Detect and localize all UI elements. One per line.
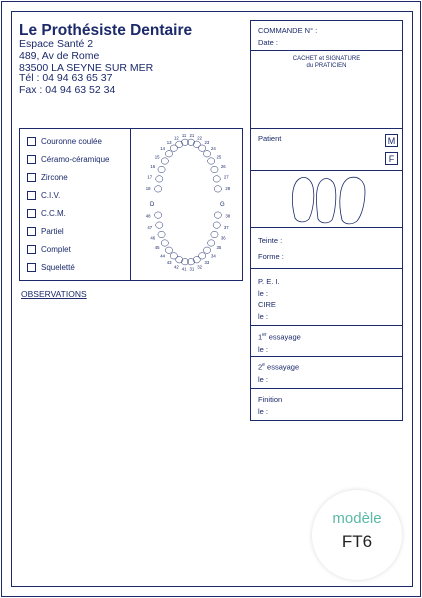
option-label: Couronne coulée	[41, 137, 102, 146]
tooth-number: 35	[216, 245, 222, 251]
checkbox[interactable]	[27, 191, 36, 200]
tooth-number: 15	[154, 154, 160, 160]
tooth-15[interactable]	[161, 158, 168, 164]
forme-label[interactable]: Forme :	[258, 252, 284, 261]
tooth-number: 46	[150, 235, 156, 241]
tooth-16[interactable]	[158, 166, 165, 172]
tooth-number: 12	[173, 135, 179, 141]
tooth-number: 43	[166, 259, 172, 265]
tooth-45[interactable]	[161, 240, 168, 246]
option-4[interactable]	[27, 209, 66, 218]
tooth-number: 44	[160, 253, 166, 259]
tooth-17[interactable]	[156, 176, 163, 182]
checkbox[interactable]	[27, 155, 36, 164]
divider	[250, 268, 403, 269]
tooth-number: 34	[210, 253, 216, 259]
essayage2-date-label[interactable]: le :	[258, 375, 269, 384]
divider	[250, 170, 403, 171]
tooth-46[interactable]	[158, 231, 165, 237]
tooth-37[interactable]	[213, 222, 220, 228]
tooth-number: 38	[225, 213, 231, 219]
tooth-36[interactable]	[211, 231, 218, 237]
lab-fax: Fax : 04 94 63 52 34	[19, 84, 116, 96]
essayage1-label[interactable]: 1er essayage	[258, 332, 301, 342]
finition-date-label[interactable]: le :	[258, 407, 269, 416]
option-label: C.I.V.	[41, 191, 61, 200]
option-label: C.C.M.	[41, 209, 66, 218]
date-label[interactable]: Date :	[258, 38, 279, 47]
option-label: Céramo-céramique	[41, 155, 110, 164]
divider	[250, 128, 403, 129]
tooth-number: 36	[220, 235, 226, 241]
finition-label[interactable]: Finition	[258, 395, 283, 404]
checkbox[interactable]	[27, 209, 36, 218]
tooth-number: 23	[204, 139, 210, 145]
tooth-28[interactable]	[214, 186, 221, 192]
model-badge	[312, 490, 402, 580]
tooth-43[interactable]	[170, 253, 177, 259]
female-checkbox[interactable]: F	[385, 152, 398, 165]
tooth-48[interactable]	[155, 212, 162, 218]
lab-name: Le Prothésiste Dentaire	[19, 22, 193, 39]
tooth-35[interactable]	[208, 240, 215, 246]
tooth-number: 25	[216, 154, 222, 160]
tooth-number: 33	[204, 259, 210, 265]
divider	[130, 128, 131, 281]
tooth-18[interactable]	[155, 186, 162, 192]
divider	[250, 388, 403, 389]
tooth-number: 48	[145, 213, 151, 219]
essayage1-date-label[interactable]: le :	[258, 345, 269, 354]
side-right-label: D	[150, 202, 155, 208]
checkbox[interactable]	[27, 137, 36, 146]
tooth-44[interactable]	[165, 247, 172, 253]
tooth-number: 14	[160, 146, 166, 152]
option-label: Zircone	[41, 173, 68, 182]
option-3[interactable]	[27, 191, 60, 200]
tooth-number: 45	[154, 245, 160, 251]
tooth-number: 16	[150, 163, 156, 169]
divider	[250, 227, 403, 228]
tooth-number: 21	[189, 133, 195, 139]
option-label: Squeletté	[41, 263, 75, 272]
tooth-number: 41	[181, 266, 187, 272]
lab-tel: Tél : 04 94 63 65 37	[19, 72, 113, 84]
tooth-number: 32	[197, 264, 203, 270]
option-6[interactable]	[27, 245, 71, 254]
option-1[interactable]	[27, 155, 109, 164]
divider	[250, 50, 403, 51]
option-2[interactable]	[27, 173, 68, 182]
tooth-33[interactable]	[199, 253, 206, 259]
badge-model-code: FT6	[341, 532, 373, 551]
tooth-number: 26	[220, 163, 226, 169]
lab-address-line2: 489, Av de Rome	[19, 50, 100, 62]
cachet-label: CACHET et SIGNATURE	[292, 56, 361, 62]
badge-model-word: modèle	[332, 510, 382, 527]
tooth-number: 13	[166, 139, 172, 145]
essayage2-label[interactable]: 2e essayage	[258, 362, 300, 372]
tooth-23[interactable]	[199, 145, 206, 151]
lab-address-line3: 83500 LA SEYNE SUR MER	[19, 62, 154, 74]
tooth-14[interactable]	[165, 151, 172, 157]
teinte-label[interactable]: Teinte :	[258, 236, 283, 245]
patient-label[interactable]: Patient	[258, 134, 282, 143]
divider	[250, 325, 403, 326]
option-5[interactable]	[27, 227, 64, 236]
tooth-number: 27	[223, 174, 229, 180]
tooth-number: 11	[181, 133, 187, 139]
tooth-26[interactable]	[211, 166, 218, 172]
option-label: Complet	[41, 245, 71, 254]
option-0[interactable]	[27, 137, 102, 146]
checkbox[interactable]	[27, 263, 36, 272]
commande-label[interactable]: COMMANDE N° :	[258, 26, 318, 35]
tooth-38[interactable]	[214, 212, 221, 218]
observations-link[interactable]: OBSERVATIONS	[21, 289, 87, 299]
cire-date-label[interactable]: le :	[258, 312, 269, 321]
divider	[250, 356, 403, 357]
checkbox[interactable]	[27, 245, 36, 254]
tooth-number: 22	[197, 135, 203, 141]
cire-label[interactable]: CIRE	[258, 300, 276, 309]
male-checkbox[interactable]: M	[385, 134, 398, 147]
tooth-47[interactable]	[156, 222, 163, 228]
checkbox[interactable]	[27, 173, 36, 182]
tooth-number: 24	[210, 146, 216, 152]
pei-label[interactable]: P. E. I.	[258, 277, 280, 286]
tooth-number: 47	[147, 224, 153, 230]
tooth-25[interactable]	[208, 158, 215, 164]
tooth-27[interactable]	[213, 176, 220, 182]
tooth-number: 18	[145, 186, 151, 192]
tooth-number: 42	[173, 264, 179, 270]
side-left-label: G	[220, 202, 225, 208]
tooth-13[interactable]	[170, 145, 177, 151]
checkbox[interactable]	[27, 227, 36, 236]
lab-address-line1: Espace Santé 2	[19, 38, 94, 50]
tooth-number: 28	[225, 186, 231, 192]
tooth-24[interactable]	[203, 151, 210, 157]
option-7[interactable]	[27, 263, 75, 272]
pei-date-label[interactable]: le :	[258, 289, 269, 298]
option-label: Partiel	[41, 227, 64, 236]
dental-chart[interactable]	[136, 132, 240, 278]
tooth-number: 17	[147, 174, 153, 180]
tooth-34[interactable]	[203, 247, 210, 253]
tooth-shapes-icon	[285, 173, 375, 225]
tooth-number: 31	[189, 266, 195, 272]
tooth-number: 37	[223, 224, 229, 230]
cachet-label2: du PRATICIEN	[306, 63, 347, 69]
